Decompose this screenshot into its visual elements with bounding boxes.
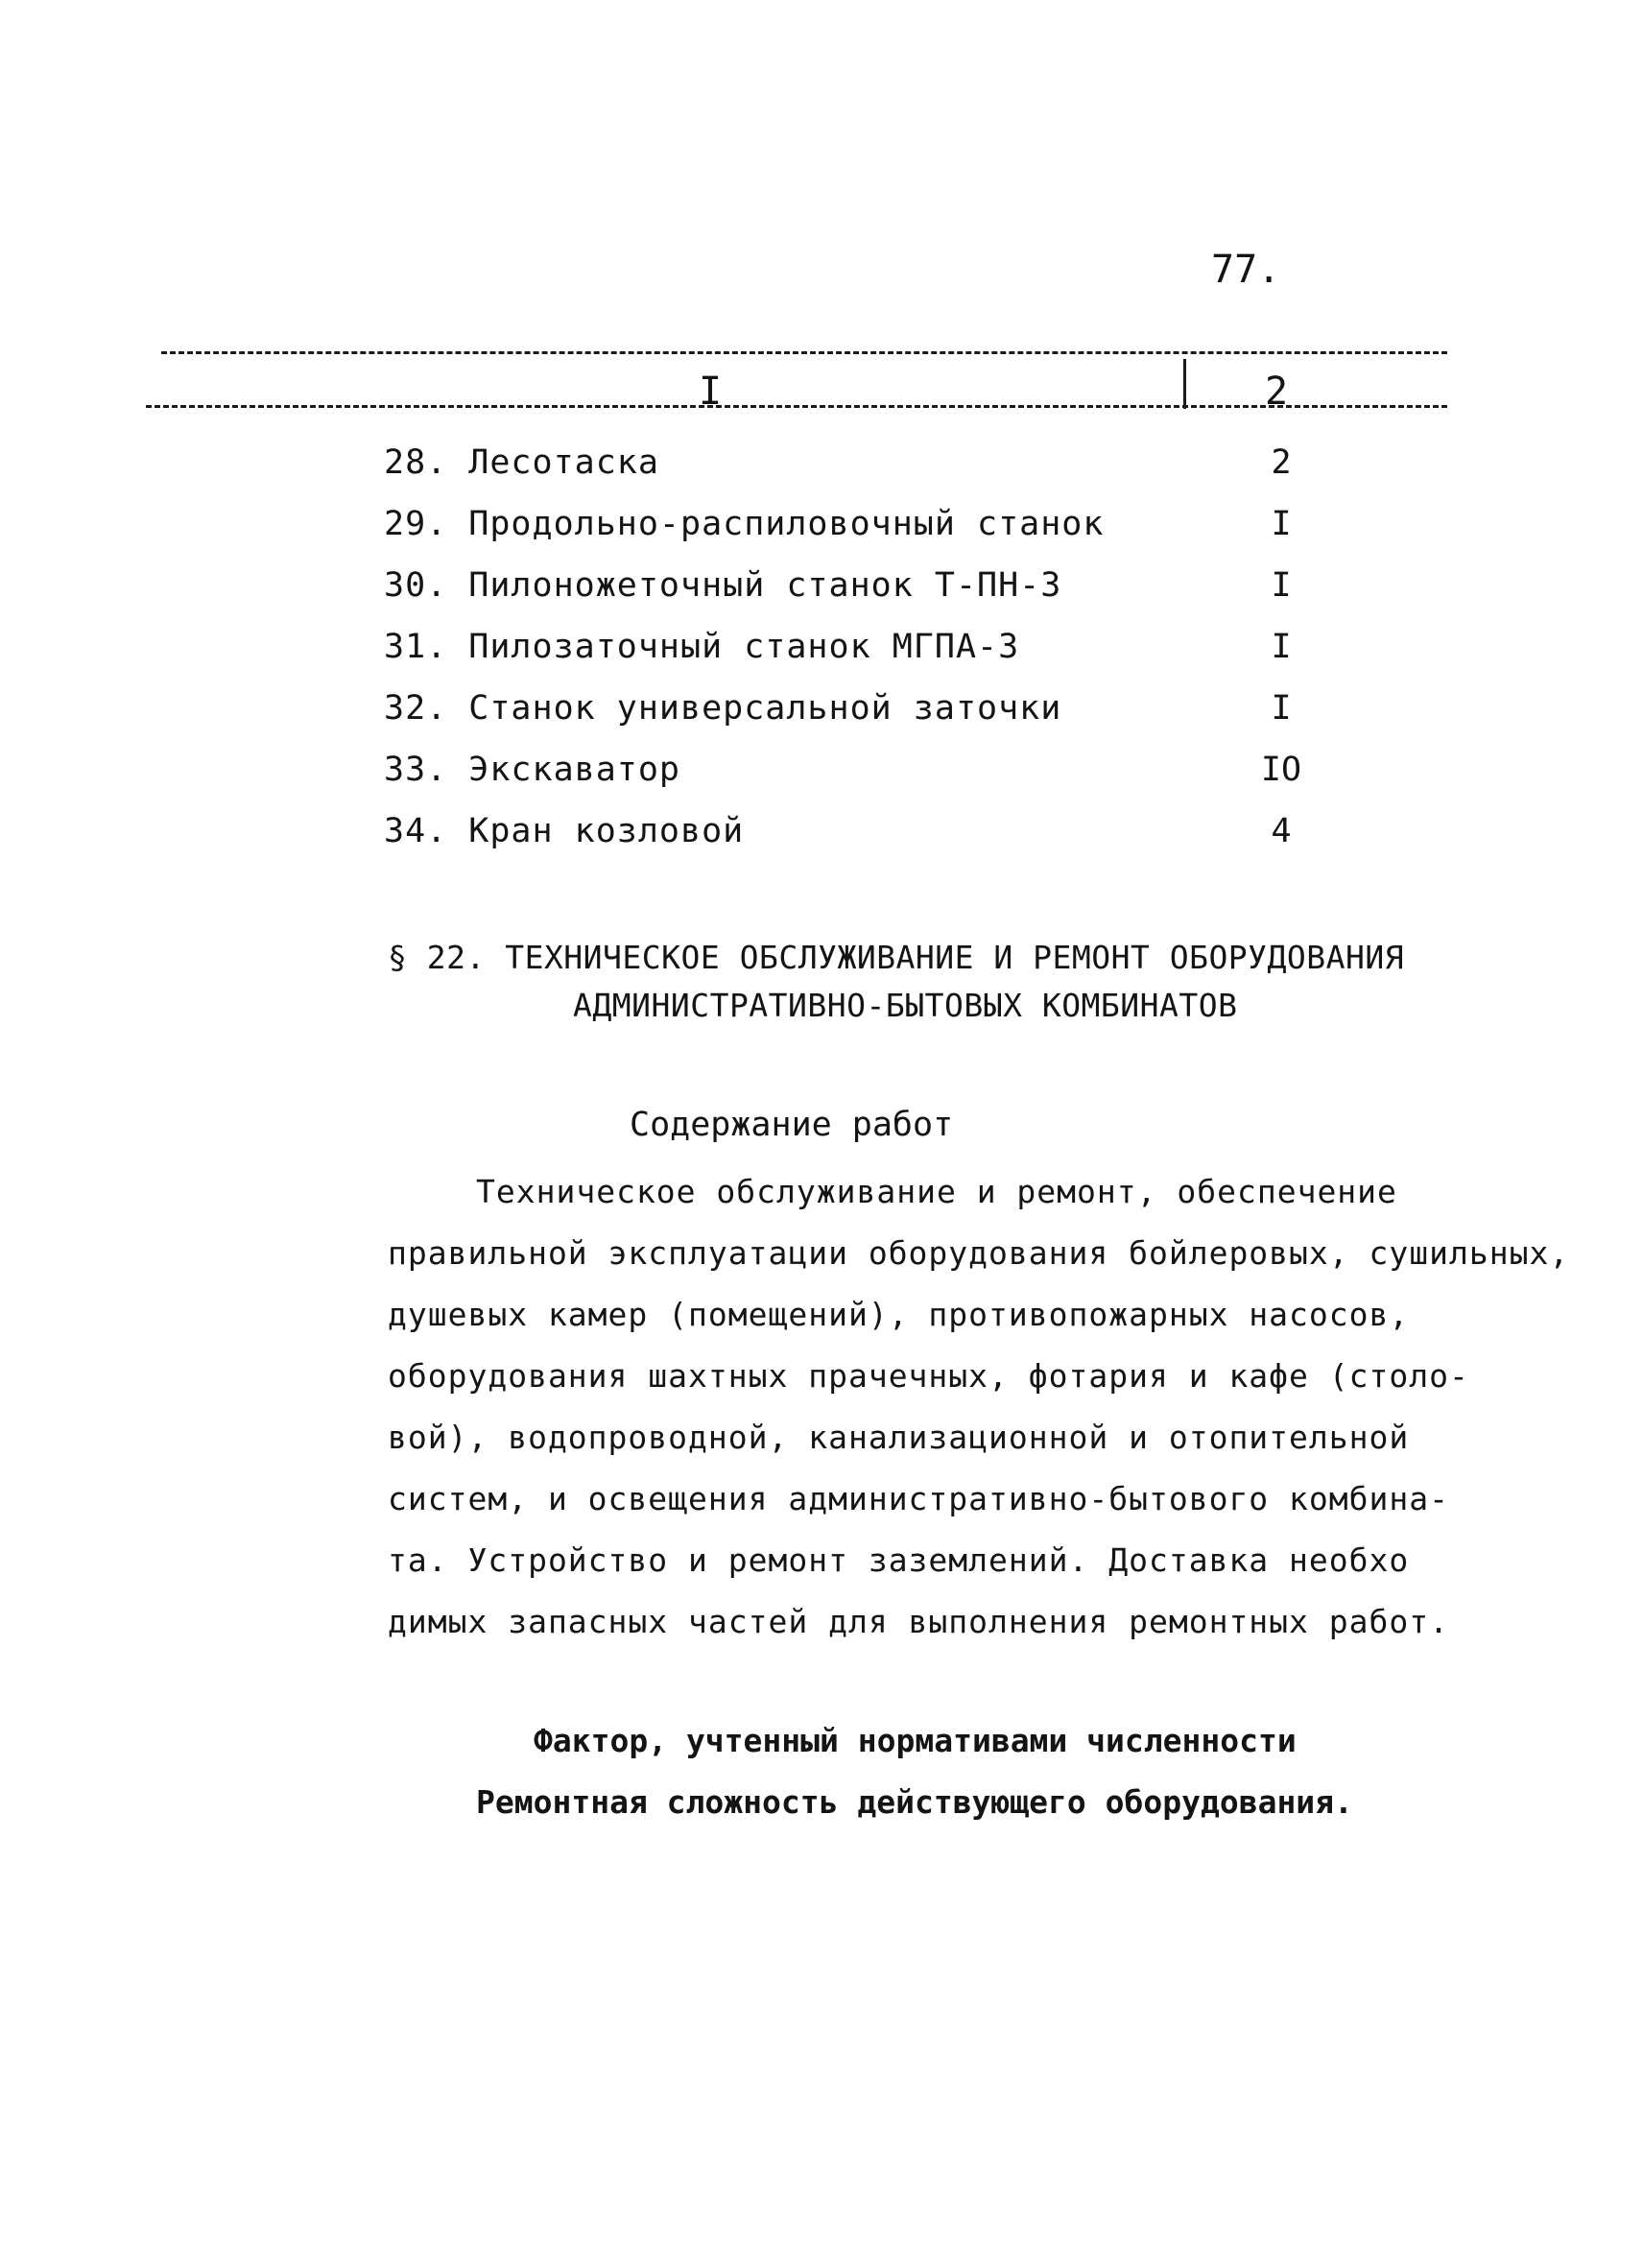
factor-text: Ремонтная сложность действующего оборудования. xyxy=(476,1783,1353,1821)
paragraph-line: вой), водопроводной, канализационной и отопительной xyxy=(388,1419,1410,1456)
table-row-qty: I xyxy=(1271,505,1292,543)
table-row-item: 30. Пилоножеточный станок Т-ПН-3 xyxy=(384,566,1062,605)
page-number: 77. xyxy=(1211,248,1281,292)
paragraph-line: оборудования шахтных прачечных, фотария и кафе (столо- xyxy=(388,1357,1469,1395)
table-row-qty: I xyxy=(1271,566,1292,605)
table-row-qty: I xyxy=(1271,689,1292,728)
paragraph-line: та. Устройство и ремонт заземлений. Доставка необхо xyxy=(388,1541,1410,1579)
column-header-1: I xyxy=(699,370,723,414)
table-top-rule xyxy=(161,351,1447,354)
table-row-qty: IO xyxy=(1260,751,1302,789)
section-title-line-1: § 22. ТЕХНИЧЕСКОЕ ОБСЛУЖИВАНИЕ И РЕМОНТ ОБОРУДОВАНИЯ xyxy=(388,939,1405,976)
table-row-item: 32. Станок универсальной заточки xyxy=(384,689,1062,728)
table-row-qty: 2 xyxy=(1271,443,1292,482)
factor-title: Фактор, учтенный нормативами численности xyxy=(534,1722,1297,1759)
table-header-rule xyxy=(146,405,1447,408)
table-row-item: 33. Экскаватор xyxy=(384,751,681,789)
paragraph-line: Техническое обслуживание и ремонт, обеспечение xyxy=(476,1173,1397,1210)
paragraph-line: димых запасных частей для выполнения ремонтных работ. xyxy=(388,1603,1449,1640)
table-row-qty: 4 xyxy=(1271,812,1292,850)
table-row-item: 34. Кран козловой xyxy=(384,812,745,850)
paragraph-line: систем, и освещения административно-бытового комбина- xyxy=(388,1480,1449,1517)
paragraph-line: правильной эксплуатации оборудования бойлеровых, сушильных, xyxy=(388,1234,1570,1272)
column-header-2: 2 xyxy=(1265,370,1289,414)
section-subheading: Содержание работ xyxy=(630,1106,954,1144)
section-title-line-2: АДМИНИСТРАТИВНО-БЫТОВЫХ КОМБИНАТОВ xyxy=(573,987,1238,1024)
column-separator xyxy=(1183,359,1186,409)
table-row-item: 31. Пилозаточный станок МГПА-3 xyxy=(384,628,1020,666)
table-row-qty: I xyxy=(1271,628,1292,666)
table-row-item: 28. Лесотаска xyxy=(384,443,659,482)
paragraph-line: душевых камер (помещений), противопожарных насосов, xyxy=(388,1296,1410,1333)
table-row-item: 29. Продольно-распиловочный станок xyxy=(384,505,1105,543)
